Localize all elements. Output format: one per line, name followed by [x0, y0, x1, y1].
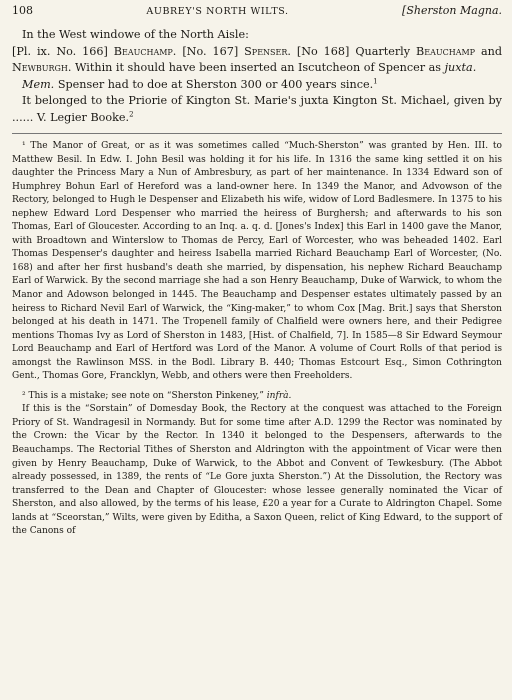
page-number: 108 — [12, 4, 33, 17]
footnote-1: ¹ The Manor of Great, or as it was sometimes called “Much-Sherston” was granted by Hen. III. to Matthew Besil. In Edw. I. John Besil was holding it for his life. In 1316 the same king settled it on his daughter the Princess Mary a Nun of Ambresbury, as part of her maintenance. In 1334 Edward son of Humphrey Bohun Earl of Hereford was a land-owner here. In 1349 the Manor, and Advowson of the Rectory, belonged to Hugh le Despenser and Elizabeth his wife, widow of Lord Badlesmere. In 1375 to his nephew Edward Lord Despenser who married the heiress of Burghersh; and afterwards to his son Thomas, Earl of Gloucester. According to an Inq. a. q. d. [Jones's Index] this Earl in 1400 gave the Manor, with Broadtown and Winterslow to Thomas de Percy, Earl of Worcester, who was beheaded 1402. Earl Thomas Despenser's daughter and heiress Isabella married Richard Beauchamp Earl of Worcester, (No. 168) and after her first husband's death she married, by dispensation, his nephew Richard Beauchamp Earl of Warwick. By the second marriage she had a son Henry Beauchamp, Duke of Warwick, to whom the Manor and Adowson belonged in 1445. The Beauchamp and Despenser estates ultimately passed by an heiress to Richard Nevil Earl of Warwick, the “King-maker,” to whom Cox [Mag. Brit.] says that Sherston belonged at his death in 1471. The Tropenell family of Chalfield were owners here, and their Pedigree mentions Thomas Ivy as Lord of Sherston in 1483, [Hist. of Chalfield, 7]. In 1585—8 Sir Edward Seymour Lord Beauchamp and Earl of Hertford was Lord of the Manor. A volume of Court Rolls of that period is amongst the Rawlinson MSS. in the Bodl. Library B. 440; Thomas Estcourt Esq., Simon Cothrington Gent., Thomas Gore, Francklyn, Webb, and others were then Freeholders. — [12, 141, 502, 382]
running-title: AUBREY'S NORTH WILTS. — [146, 6, 289, 17]
spenser-name: Spenser. — [244, 44, 291, 58]
beauchamp-name: Beauchamp. — [113, 44, 177, 58]
window-line: In the West windowe of the North Aisle: — [22, 28, 249, 41]
priorie-paragraph: It belonged to the Priorie of Kington St. Marie's juxta Kington St. Michael, given by ...... V. Legier Booke.$^2$ — [12, 94, 502, 124]
footnote-2-body: If this is the “Sorstain” of Domesday Book, the Rectory at the conquest was attached to the Foreign Priory of St. Wandragesil in Normandy. But for some time after A.D. 1299 the Rector was nominated by the Crown: the Vicar by the Rector. In 1340 it belonged to the Despensers, afterwards to the Beauchamps. The Rectorial Tithes of Sherston and Aldrington with the appointment of Vicar were then given by Henry Beauchamp, Duke of Warwick, to the Abbot and Convent of Tewkesbury. (The Abbot already possessed, in 1389, the rents of “Le Gore juxta Sherston.”) At the Dissolution, the Rectory was transferred to the Dean and Chapter of Gloucester: whose lessee generally nominated the Vicar of Sherston, and also allowed, by the terms of his lease, £20 a year for a Curate to Aldrington Chapel. Some lands at “Sceorstan,” Wilts, were given by Editha, a Saxon Queen, relict of King Edward, to the support of the Canons of — [12, 404, 502, 537]
footnote-2-intro: ² This is a mistake; see note on “Sherston Pinkeney,” infrà. — [22, 390, 292, 401]
memorandum-line: Mem. Spenser had to doe at Sherston 300 or 400 years since.$^1$ — [22, 76, 378, 91]
arms-paragraph: [Pl. ix. No. 166] Beauchamp. [No. 167] Spenser. [No 168] Quarterly Beauchamp and Newburgh. Within it should have been inserted an Iscutcheon of Spencer as juxta. — [12, 44, 503, 74]
footnotes — [12, 140, 502, 539]
footnote-ref-2[interactable]: 2 — [129, 109, 134, 118]
footnote-ref-1[interactable]: 1 — [373, 76, 378, 85]
footnote-divider — [12, 133, 502, 134]
main-text — [12, 27, 502, 126]
running-head — [12, 4, 502, 19]
section-title: [Sherston Magna. — [402, 4, 502, 17]
